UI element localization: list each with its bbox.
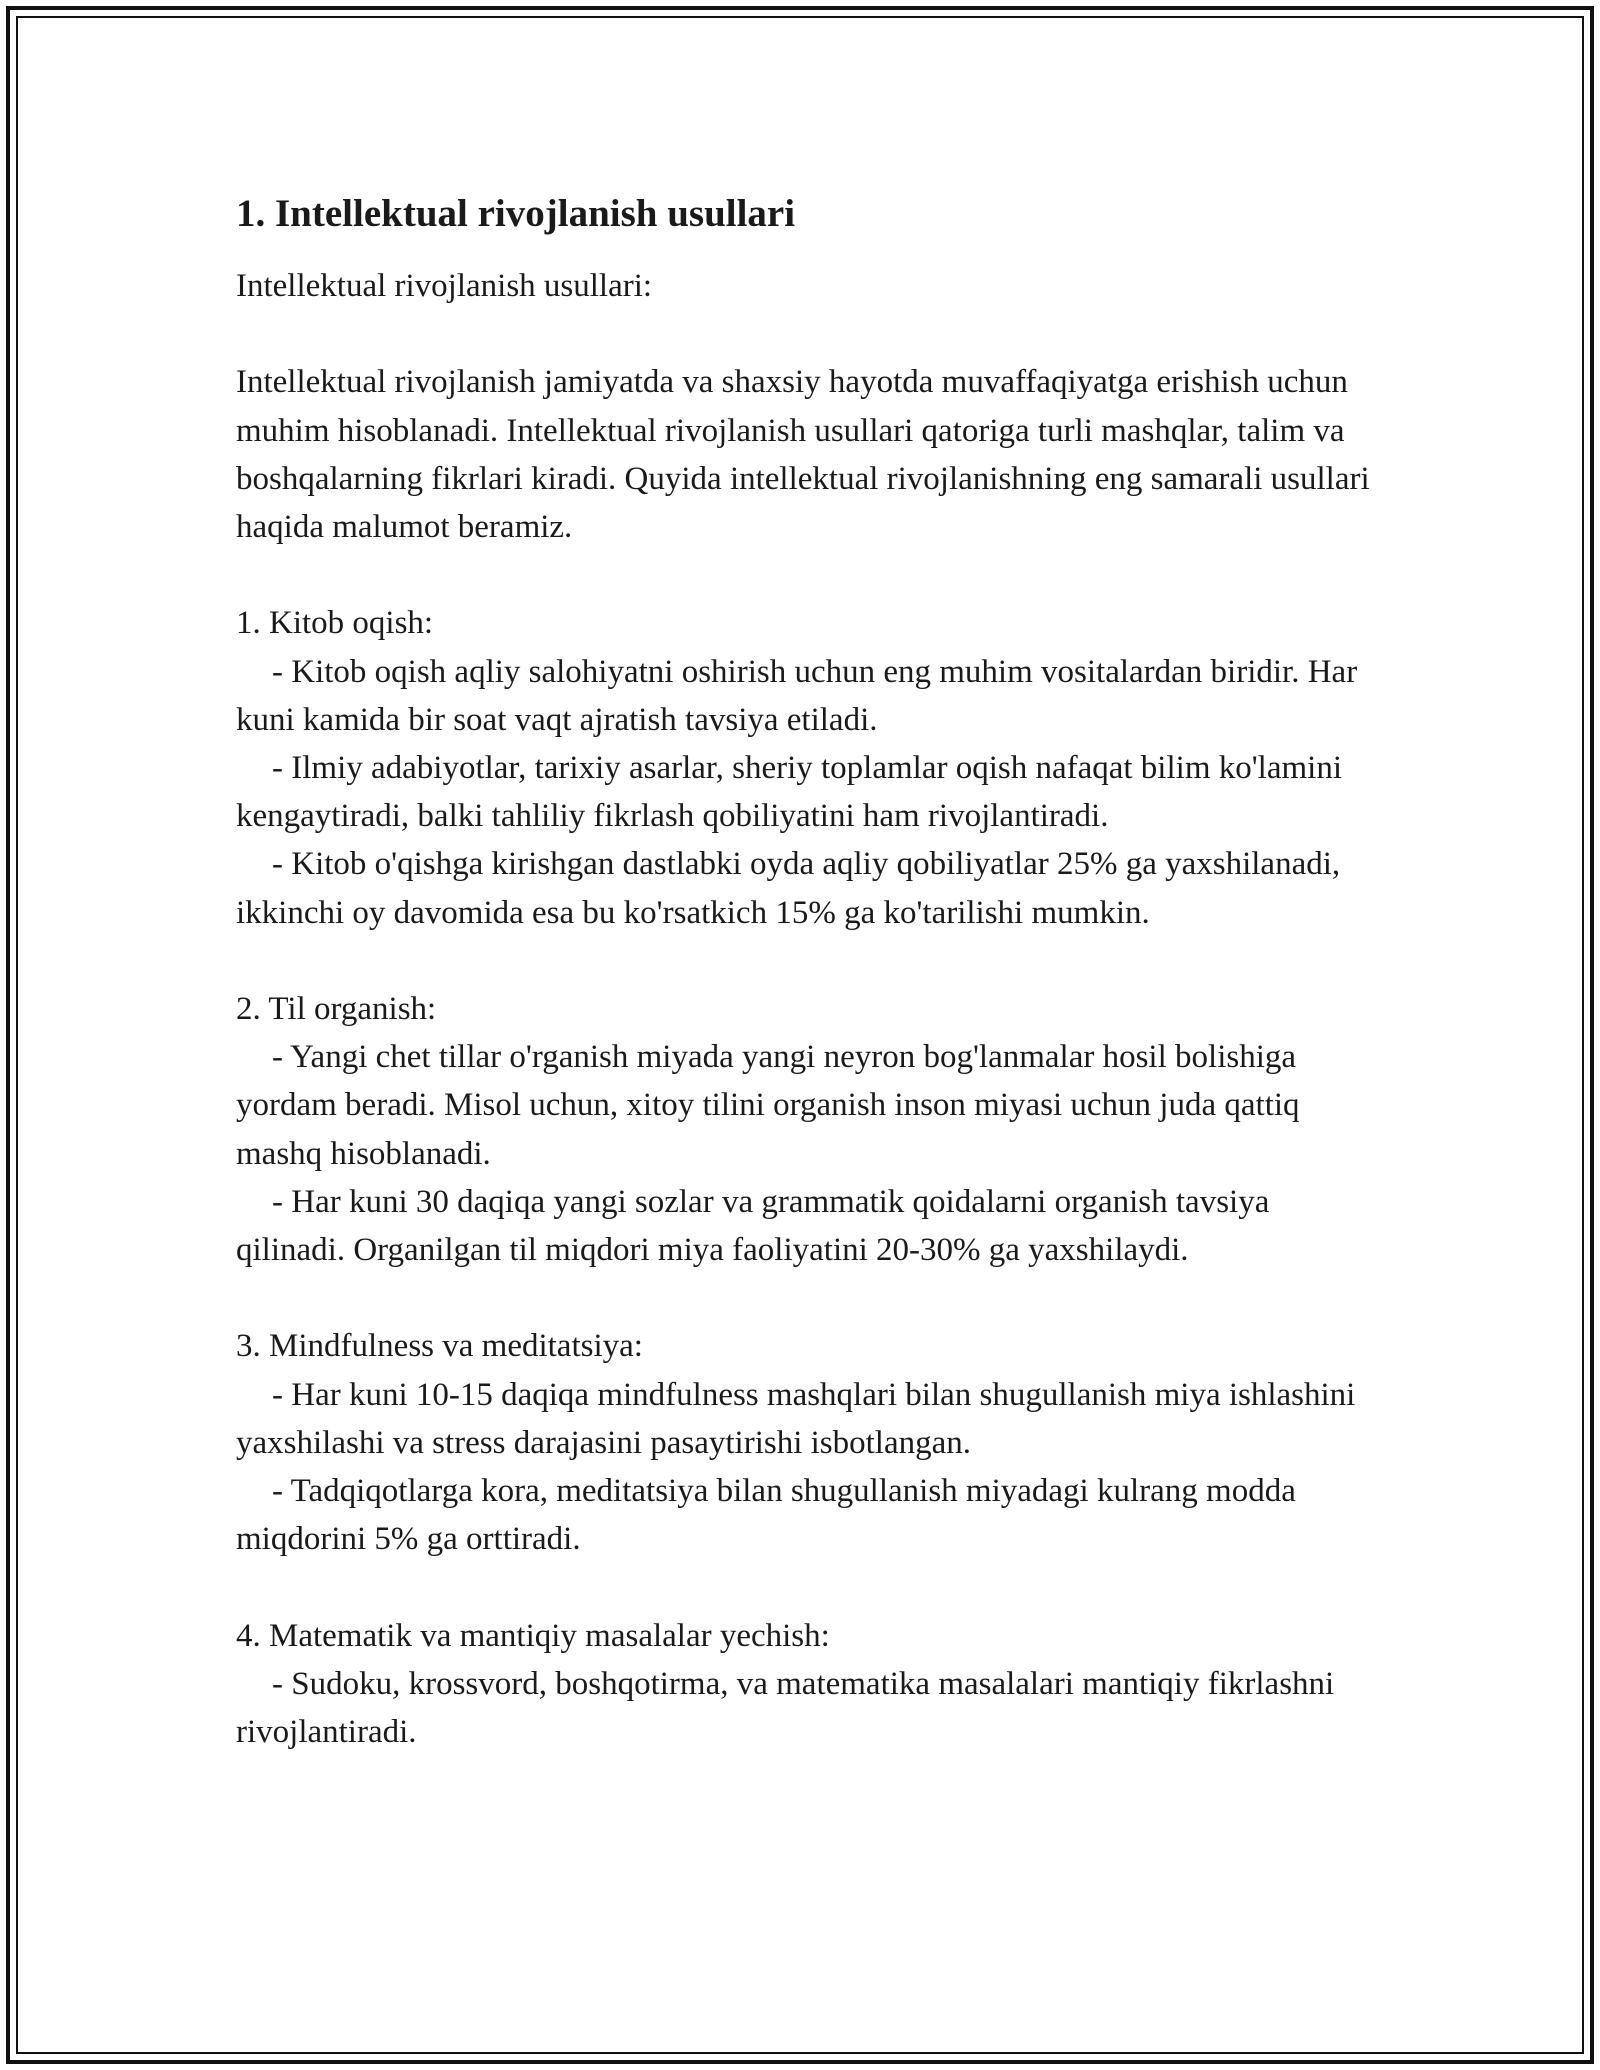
bullet-text: - Yangi chet tillar o'rganish miyada yangi neyron bog'lanmalar hosil bolishiga yordam beradi. Misol uchun, xitoy tilini organish inson miyasi uchun juda qattiq mashq hisoblanadi. — [236, 1039, 1308, 1172]
bullet-text: - Sudoku, krossvord, boshqotirma, va matematika masalalari mantiqiy fikrlashni rivojlantiradi. — [236, 1665, 1343, 1751]
intro-paragraph: Intellektual rivojlanish jamiyatda va shaxsiy hayotda muvaffaqiyatga erishish uchun muhim hisoblanadi. Intellektual rivojlanish usullari qatoriga turli mashqlar, talim va boshqalarning fikrlari kiradi. Quyida intellektual rivojlanishning eng samarali usullari haqida malumot beramiz. — [236, 364, 1378, 545]
bullet-text: - Ilmiy adabiyotlar, tarixiy asarlar, sheriy toplamlar oqish nafaqat bilim ko'lamini kengaytiradi, balki tahliliy fikrlash qobiliyatini ham rivojlantiradi. — [236, 750, 1351, 835]
bullet-item — [236, 744, 1376, 840]
section-heading: 3. Mindfulness va meditatsiya: — [236, 1328, 643, 1365]
section-heading: 4. Matematik va mantiqiy masalalar yechish: — [236, 1617, 830, 1654]
bullet-item — [236, 840, 1376, 936]
document-title: 1. Intellektual rivojlanish usullari — [236, 192, 796, 235]
bullet-item — [236, 1660, 1376, 1756]
bullet-text: - Har kuni 10-15 daqiqa mindfulness mashqlari bilan shugullanish miya ishlashini yaxshilashi va stress darajasini pasaytirishi isbotlangan. — [236, 1376, 1364, 1461]
bullet-item — [236, 1178, 1376, 1274]
bullet-text: - Har kuni 30 daqiqa yangi sozlar va grammatik qoidalarni organish tavsiya qilinadi. Organilgan til miqdori miya faoliyatini 20-30% ga yaxshilaydi. — [236, 1183, 1278, 1269]
bullet-text: - Tadqiqotlarga kora, meditatsiya bilan shugullanish miyadagi kulrang modda miqdorini 5% ga orttiradi. — [236, 1473, 1305, 1558]
document-body — [236, 186, 1376, 1756]
bullet-text: - Kitob o'qishga kirishgan dastlabki oyda aqliy qobiliyatlar 25% ga yaxshilanadi, ikkinchi oy davomida esa bu ko'rsatkich 15% ga ko'tarilishi mumkin. — [236, 846, 1349, 931]
section-matematik — [236, 1612, 1376, 1757]
bullet-text: - Kitob oqish aqliy salohiyatni oshirish uchun eng muhim vositalardan biridir. Har kuni kamida bir soat vaqt ajratish tavsiya etiladi. — [236, 653, 1366, 738]
section-kitob — [236, 599, 1376, 936]
subtitle: Intellektual rivojlanish usullari: — [236, 268, 653, 304]
section-heading: 2. Til organish: — [236, 991, 437, 1027]
section-til — [236, 985, 1376, 1274]
section-mindfulness — [236, 1322, 1376, 1563]
bullet-item — [236, 1033, 1376, 1178]
bullet-item — [236, 1371, 1376, 1467]
bullet-item — [236, 648, 1376, 744]
section-heading: 1. Kitob oqish: — [236, 605, 434, 642]
bullet-item — [236, 1467, 1376, 1563]
